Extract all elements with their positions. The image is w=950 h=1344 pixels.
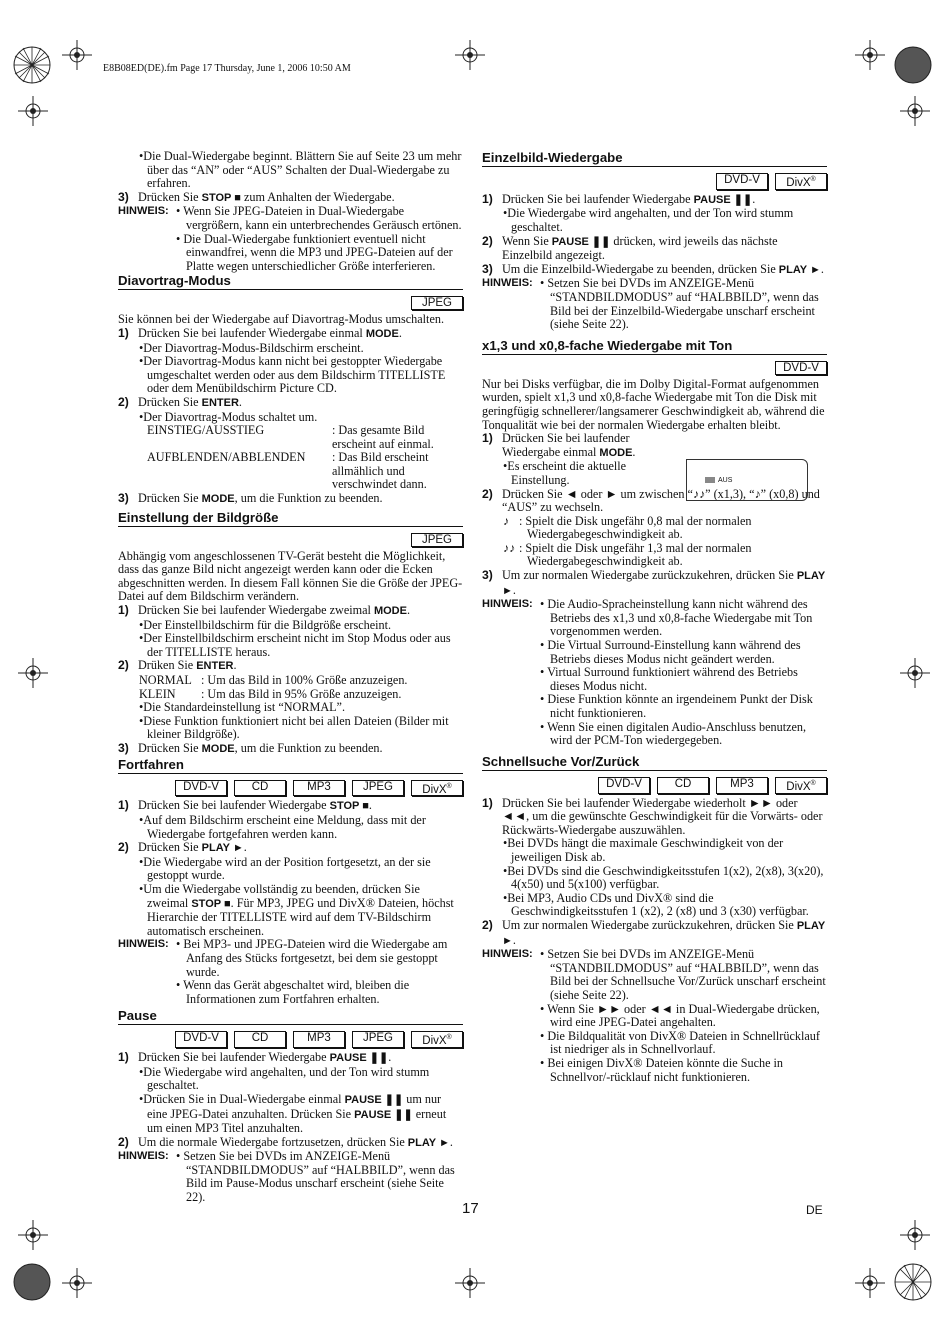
registration-mark-icon xyxy=(893,1262,933,1302)
disc-badge-divx: DivX® xyxy=(775,173,827,190)
note-item: • Wenn das Gerät abgeschaltet wird, bleiben die Informationen zum Fortfahren erhalten. xyxy=(176,979,463,1006)
crosshair-icon xyxy=(900,1220,930,1250)
stop-key-label: STOP ■ xyxy=(201,191,241,204)
disc-badge-divx: DivX® xyxy=(411,1031,463,1048)
disc-badge-dvd-v: DVD-V xyxy=(716,173,768,190)
osd-display-illustration xyxy=(686,459,808,501)
bullet: • Drücken Sie in Dual-Wiedergabe einmal PAUSE ❚❚ um nur eine JPEG-Datei anzuhalten. Drücken Sie PAUSE ❚❚ erneut um einen MP3 Titel anzuhalten. xyxy=(118,1093,463,1136)
bullet: • Bei DVDs hängt die maximale Geschwindigkeit von der jeweiligen Disk ab. xyxy=(482,837,827,864)
audio-mode-icon xyxy=(705,477,715,483)
disc-badges xyxy=(118,780,463,797)
note: HINWEIS: • Die Audio-Spracheinstellung kann nicht während des Betriebs des x1,3 und x0,8-fache Wiedergabe mit Ton vorgenommen werden. • Die Virtual Surround-Einstellung kann während des Betriebs dieses Modus nicht geändert werden. • Virtual Surround funktioniert während des Betriebs dieses Modus nicht. • Diese Funktion könnte an irgendeinem Punkt der Disk nicht funktionieren. • Wenn Sie einen digitalen Audio-Anschluss benutzen, wird der PCM-Ton wiedergegeben. xyxy=(482,598,827,748)
note-item: • Diese Funktion könnte an irgendeinem Punkt der Disk nicht funktionieren. xyxy=(540,693,827,720)
step: 1) Drücken Sie bei laufender Wiedergabe zweimal MODE. xyxy=(118,603,410,618)
note-item: • Setzen Sie bei DVDs im ANZEIGE-Menü “STANDBILDMODUS” auf “HALBBILD”, wenn das Bild bei der Schnellsuche Vor/Zurück unscharf erscheint (siehe Seite 22). xyxy=(540,948,827,1002)
note: HINWEIS: • Setzen Sie bei DVDs im ANZEIGE-Menü “STANDBILDMODUS” auf “HALBBILD”, wenn das Bild bei der Schnellsuche Vor/Zurück unscharf erscheint (siehe Seite 22). • Wenn Sie ►► oder ◄◄ in Dual-Wiedergabe drücken, wird eine JPEG-Datei angehalten. • Die Bildqualität von DivX® Dateien in Schnellrücklauf ist niedriger als in Schnellvorlauf. • Bei einigen DivX® Dateien könnte die Suche in Schnellvor/-rücklauf nicht funktionieren. xyxy=(482,948,827,1084)
section-title: Einstellung der Bildgröße xyxy=(118,510,463,527)
note-item: • Die Audio-Spracheinstellung kann nicht während des Betriebs des x1,3 und x0,8-fache Wiedergabe mit Ton vorgenommen werden. xyxy=(540,598,827,639)
note-item: • Bei MP3- und JPEG-Dateien wird die Wiedergabe am Anfang des Stücks fortgesetzt, bei dem sie gestoppt wurde. xyxy=(176,938,463,979)
disc-badges xyxy=(118,296,463,310)
step: 3) Drücken Sie MODE, um die Funktion zu beenden. xyxy=(118,491,383,506)
step: 3) Um die Einzelbild-Wiedergabe zu beenden, drücken Sie PLAY ►. xyxy=(482,261,824,276)
section-schnellsuche xyxy=(482,754,827,1084)
option-table: NORMAL : Um das Bild in 100% Größe anzuzeigen. KLEIN : Um das Bild in 95% Größe anzuzeigen. xyxy=(139,673,408,701)
section-intro: Nur bei Disks verfügbar, die im Dolby Digital-Format aufgenommen wurden, spielt x1,3 und x0,8-fache Wiedergabe mit Ton die Disk mit geringfügig schnellerer/langsamerer Geschwindigkeit ab, während die Tonqualität wie bei der normalen Wiedergabe erhalten bleibt. xyxy=(482,376,825,432)
language-code: DE xyxy=(806,1203,823,1217)
bullet: • Die Wiedergabe wird angehalten, und der Ton wird stumm geschaltet. xyxy=(482,207,827,234)
note: HINWEIS: • Setzen Sie bei DVDs im ANZEIGE-Menü “STANDBILDMODUS” auf “HALBBILD”, wenn das Bild bei der Einzelbild-Wiedergabe unscharf erscheint (siehe Seite 22). xyxy=(482,277,827,331)
disc-badge-dvd-v: DVD-V xyxy=(775,361,827,375)
crosshair-icon xyxy=(18,1220,48,1250)
crosshair-icon xyxy=(62,40,92,70)
registration-mark-icon xyxy=(893,45,933,85)
step: 2) Wenn Sie PAUSE ❚❚ drücken, wird jeweils das nächste Einzelbild angezeigt. xyxy=(482,233,778,263)
disc-badge-jpeg: JPEG xyxy=(352,780,404,797)
bullet: • Die Wiedergabe wird an der Position fortgesetzt, an der sie gestoppt wurde. xyxy=(118,856,463,883)
osd-label: AUS xyxy=(718,477,733,484)
note-item: • Bei einigen DivX® Dateien könnte die Suche in Schnellvor/-rücklauf nicht funktionieren. xyxy=(540,1057,827,1084)
right-column xyxy=(482,150,827,1084)
step: 1) Drücken Sie bei laufender Wiedergabe einmal MODE. xyxy=(482,431,636,459)
bullet: • Bei MP3, Audio CDs und DivX® sind die Geschwindigkeitsstufen 1 (x2), 2 (x8) und 3 (x30) verfügbar. xyxy=(482,892,827,919)
bullet: • Der Diavortrag-Modus-Bildschirm erscheint. xyxy=(118,342,463,356)
step: 3) Drücken Sie STOP ■ zum Anhalten der Wiedergabe. xyxy=(118,189,395,204)
section-bildgroesse xyxy=(118,510,463,757)
section-title: Diavortrag-Modus xyxy=(118,273,463,290)
section-title: Einzelbild-Wiedergabe xyxy=(482,150,827,167)
note-item: • Die Dual-Wiedergabe funktioniert eventuell nicht einwandfrei, wenn die MP3 und JPEG-Dateien auf der Platte wegen unterschiedlicher Größe interferieren. xyxy=(176,233,463,274)
section-intro: Sie können bei der Wiedergabe auf Diavortrag-Modus umschalten. xyxy=(118,312,444,327)
step: 1) Drücken Sie bei laufender Wiedergabe wiederholt ►► oder ◄◄, um die gewünschte Geschwindigkeit für die Vorwärts- oder Rückwärts-Wiedergabe auszuwählen. xyxy=(482,795,823,837)
bullet: • Der Einstellbildschirm erscheint nicht im Stop Modus oder aus der TITELLISTE heraus. xyxy=(118,632,463,659)
step: 2) Drücken Sie ENTER. xyxy=(118,394,242,409)
disc-badge-dvd-v: DVD-V xyxy=(175,780,227,797)
step: 2) Drüken Sie ENTER. xyxy=(118,658,237,673)
step: 1) Drücken Sie bei laufender Wiedergabe STOP ■. xyxy=(118,798,372,813)
note-item: • Setzen Sie bei DVDs im ANZEIGE-Menü “STANDBILDMODUS” auf “HALBBILD”, wenn das Bild bei der Einzelbild-Wiedergabe unscharf erscheint (siehe Seite 22). xyxy=(540,277,827,331)
bullet: • Diese Funktion funktioniert nicht bei allen Dateien (Bilder mit kleiner Bildgröße). xyxy=(118,715,463,742)
step: 1) Drücken Sie bei laufender Wiedergabe PAUSE ❚❚. xyxy=(118,1050,392,1065)
registration-mark-icon xyxy=(12,45,52,85)
disc-badge-cd: CD xyxy=(234,1031,286,1048)
bullet: • Die Standardeinstellung ist “NORMAL”. xyxy=(118,701,463,715)
crosshair-icon xyxy=(900,658,930,688)
bullet: • Der Einstellbildschirm für die Bildgröße erscheint. xyxy=(118,619,463,633)
disc-badge-mp3: MP3 xyxy=(716,777,768,794)
step: 1) Drücken Sie bei laufender Wiedergabe einmal MODE. xyxy=(118,325,402,340)
bullet: • Auf dem Bildschirm erscheint eine Meldung, dass mit der Wiedergabe fortgefahren werden kann. xyxy=(118,814,463,841)
option-row: ♪♪ : Spielt die Disk ungefähr 1,3 mal der normalen Wiedergabegeschwindigkeit ab. xyxy=(503,540,752,569)
note-item: • Setzen Sie bei DVDs im ANZEIGE-Menü “STANDBILDMODUS” auf “HALBBILD”, wenn das Bild im Pause-Modus unscharf erscheint (siehe Seite 22). xyxy=(176,1150,463,1204)
crosshair-icon xyxy=(855,40,885,70)
note-label: HINWEIS: xyxy=(118,205,169,218)
disc-badge-jpeg: JPEG xyxy=(411,533,463,547)
crosshair-icon xyxy=(455,40,485,70)
disc-badge-cd: CD xyxy=(234,780,286,797)
disc-badge-mp3: MP3 xyxy=(293,1031,345,1048)
section-einzelbild xyxy=(482,150,827,332)
note-item: • Wenn Sie JPEG-Dateien in Dual-Wiedergabe vergrößern, kann ein unterbrechendes Geräusch ertönen. xyxy=(176,205,463,232)
note xyxy=(118,205,463,273)
disc-badge-cd: CD xyxy=(657,777,709,794)
bullet: • Bei DVDs sind die Geschwindigkeitsstufen 1(x2), 2(x8), 3(x20), 4(x50) und 5(x100) verfügbar. xyxy=(482,865,827,892)
step: 1) Drücken Sie bei laufender Wiedergabe PAUSE ❚❚. xyxy=(482,191,756,206)
step-number: 3) xyxy=(118,189,129,204)
note: HINWEIS: • Bei MP3- und JPEG-Dateien wird die Wiedergabe am Anfang des Stücks fortgesetzt, bei dem sie gestoppt wurde. • Wenn das Gerät abgeschaltet wird, bleiben die Informationen zum Fortfahren erhalten. xyxy=(118,938,463,1006)
left-column xyxy=(118,150,463,1205)
disc-badges xyxy=(118,533,463,547)
section-title: x1,3 und x0,8-fache Wiedergabe mit Ton xyxy=(482,338,827,355)
disc-badge-divx: DivX® xyxy=(411,780,463,797)
bullet: • Der Diavortrag-Modus schaltet um. xyxy=(118,411,463,425)
option-table: EINSTIEG/AUSSTIEG : Das gesamte Bild erscheint auf einmal. AUFBLENDEN/ABBLENDEN : Das Bild erscheint allmählich und verschwindet dann. xyxy=(147,423,434,492)
disc-badge-jpeg: JPEG xyxy=(411,296,463,310)
step: 3) Drücken Sie MODE, um die Funktion zu beenden. xyxy=(118,740,383,755)
note: HINWEIS: • Setzen Sie bei DVDs im ANZEIGE-Menü “STANDBILDMODUS” auf “HALBBILD”, wenn das Bild im Pause-Modus unscharf erscheint (siehe Seite 22). xyxy=(118,1150,463,1204)
note-item: • Wenn Sie einen digitalen Audio-Anschluss benutzen, wird der PCM-Ton wiedergegeben. xyxy=(540,721,827,748)
bullet: • Um die Wiedergabe vollständig zu beenden, drücken Sie zweimal STOP ■. Für MP3, JPEG und DivX® Dateien, höchst Hierarchie der TITELLISTE wird auf dem TV-Bildschirm automatisch erscheinen. xyxy=(118,883,463,938)
crosshair-icon xyxy=(62,1268,92,1298)
crosshair-icon xyxy=(855,1268,885,1298)
section-pause xyxy=(118,1008,463,1204)
disc-badge-dvd-v: DVD-V xyxy=(175,1031,227,1048)
note-item: • Die Virtual Surround-Einstellung kann während des Betriebs dieses Modus nicht geändert werden. xyxy=(540,639,827,666)
file-header: E8B08ED(DE).fm Page 17 Thursday, June 1, 2006 10:50 AM xyxy=(103,63,351,74)
dual-playback-continuation xyxy=(118,150,463,273)
disc-badge-jpeg: JPEG xyxy=(352,1031,404,1048)
disc-badge-divx: DivX® xyxy=(775,777,827,794)
note-item: • Virtual Surround funktioniert während des Betriebs dieses Modus nicht. xyxy=(540,666,827,693)
registration-mark-icon xyxy=(12,1262,52,1302)
crosshair-icon xyxy=(18,96,48,126)
crosshair-icon xyxy=(455,1268,485,1298)
page-number: 17 xyxy=(462,1200,479,1217)
disc-badges xyxy=(482,173,827,190)
disc-badges xyxy=(482,777,827,794)
disc-badges xyxy=(482,361,827,375)
section-ton xyxy=(482,338,827,748)
bullet: • Es erscheint die aktuelle Einstellung. xyxy=(482,460,827,487)
crosshair-icon xyxy=(900,96,930,126)
section-intro: Abhängig vom angeschlossenen TV-Gerät besteht die Möglichkeit, dass das ganze Bild nicht angezeigt werden kann oder die Ecken abgeschnitten werden. In diesem Fall können Sie die Größe der JPEG-Datei auf dem Bildschirm verändern. xyxy=(118,548,463,604)
bullet: • Der Diavortrag-Modus kann nicht bei gestoppter Wiedergabe umgeschaltet werden oder aus dem Bildschirm TITELLISTE oder dem Menübildschirm Picture CD. xyxy=(118,355,463,396)
step: 2) Um die normale Wiedergabe fortzusetzen, drücken Sie PLAY ►. xyxy=(118,1134,453,1149)
bullet: • Die Dual-Wiedergabe beginnt. Blättern Sie auf Seite 23 um mehr über das “AN” oder “AUS” Schalten der Dual-Wiedergabe zu erfahren. xyxy=(118,150,463,191)
step: 2) Drücken Sie ◄ oder ► um zwischen “♪♪” (x1,3), “♪” (x0,8) und “AUS” zu wechseln. xyxy=(482,486,820,515)
disc-badge-dvd-v: DVD-V xyxy=(598,777,650,794)
section-title: Schnellsuche Vor/Zurück xyxy=(482,754,827,771)
step: 2) Drücken Sie PLAY ►. xyxy=(118,840,247,855)
note-item: • Die Bildqualität von DivX® Dateien in Schnellrücklauf ist niedriger als in Schnellvorlauf. xyxy=(540,1030,827,1057)
section-fortfahren xyxy=(118,757,463,1007)
disc-badge-mp3: MP3 xyxy=(293,780,345,797)
option-row: ♪ : Spielt die Disk ungefähr 0,8 mal der normalen Wiedergabegeschwindigkeit ab. xyxy=(503,513,752,542)
disc-badges xyxy=(118,1031,463,1048)
bullet: • Die Wiedergabe wird angehalten, und der Ton wird stumm geschaltet. xyxy=(118,1066,463,1093)
crosshair-icon xyxy=(18,658,48,688)
step: 3) Um zur normalen Wiedergabe zurückzukehren, drücken Sie PLAY ►. xyxy=(482,568,825,597)
note-item: • Wenn Sie ►► oder ◄◄ in Dual-Wiedergabe drücken, wird eine JPEG-Datei angehalten. xyxy=(540,1003,827,1030)
section-diavortrag xyxy=(118,273,463,506)
section-title: Fortfahren xyxy=(118,757,463,774)
section-title: Pause xyxy=(118,1008,463,1025)
step: 2) Um zur normalen Wiedergabe zurückzukehren, drücken Sie PLAY ►. xyxy=(482,917,825,947)
